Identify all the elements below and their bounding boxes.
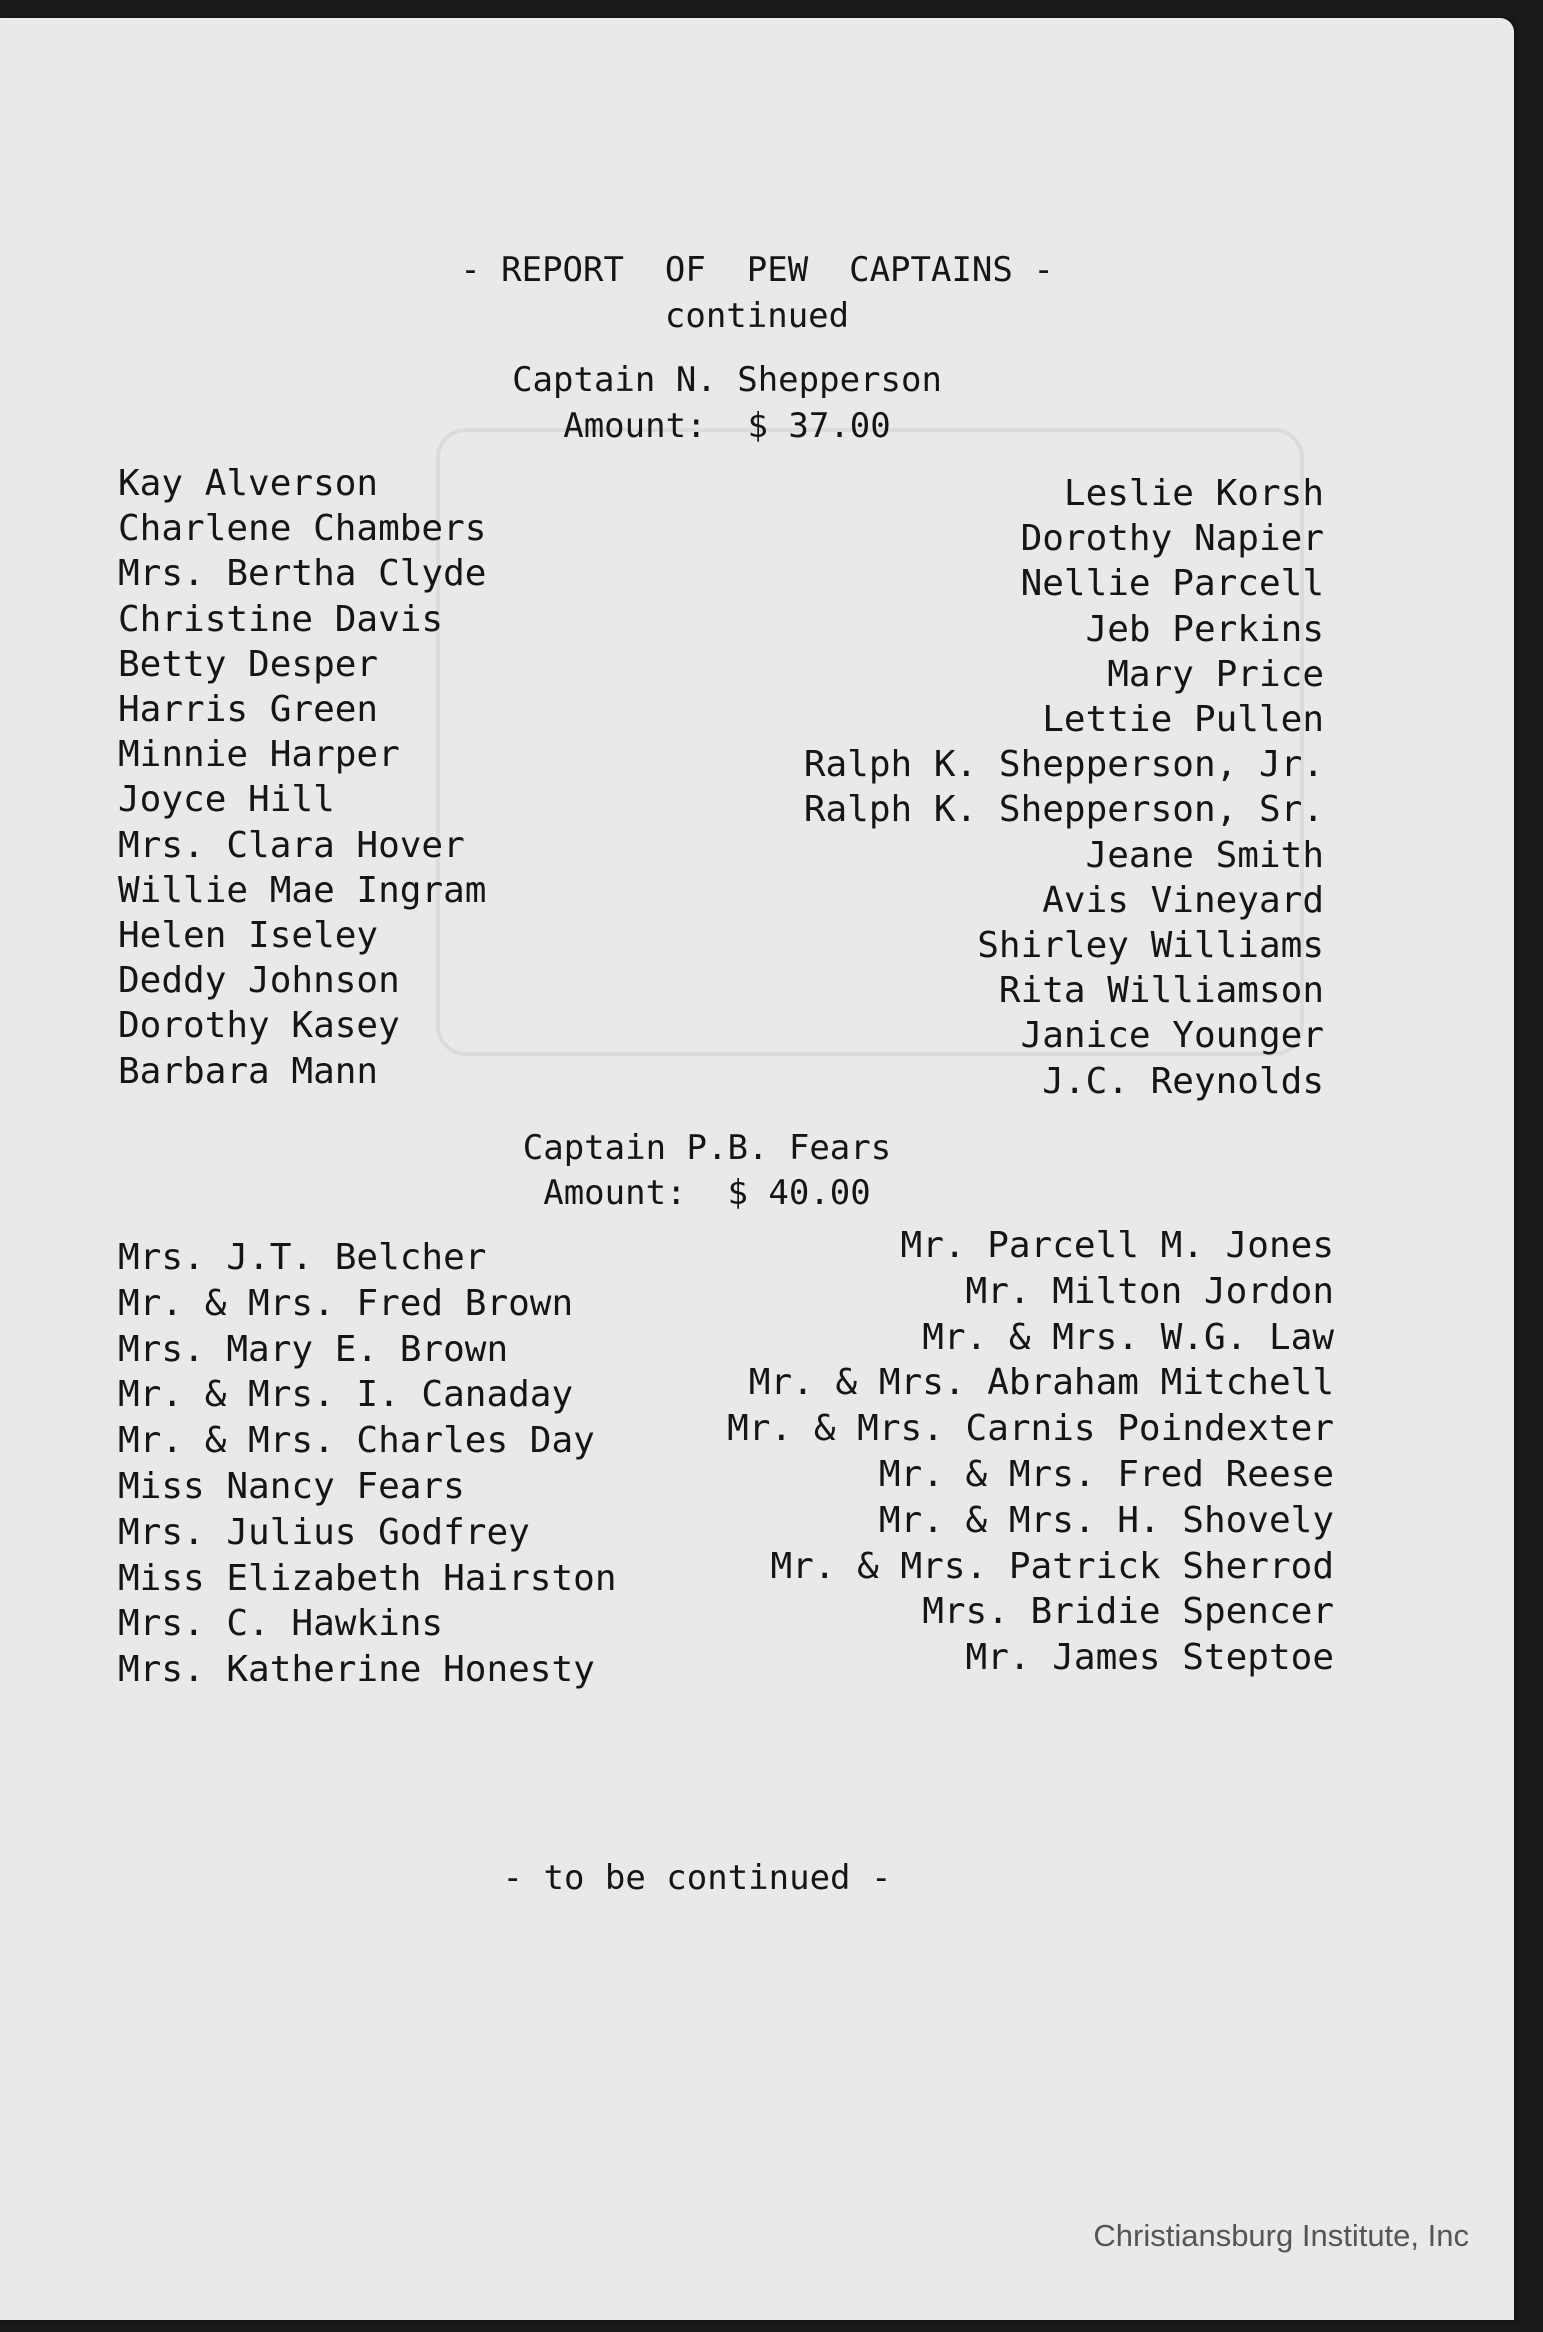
member-name: Willie Mae Ingram — [118, 869, 487, 911]
member-name: Mrs. Mary E. Brown — [118, 1328, 509, 1370]
member-name: Mr. & Mrs. Fred Reese — [878, 1454, 1334, 1495]
member-name: Avis Vineyard — [1042, 879, 1324, 921]
member-name: Mrs. C. Hawkins — [118, 1603, 444, 1645]
member-name: Ralph K. Shepperson, Jr. — [803, 744, 1324, 786]
member-name: Leslie Korsh — [1063, 473, 1324, 514]
member-name: Mrs. Katherine Honesty — [118, 1649, 595, 1691]
member-name: Mr. Milton Jordon — [965, 1270, 1334, 1312]
member-name: Mr. & Mrs. W.G. Law — [922, 1316, 1334, 1358]
member-name: Mrs. Julius Godfrey — [118, 1511, 530, 1553]
member-name: Mr. & Mrs. Charles Day — [118, 1420, 595, 1462]
member-name: Harris Green — [118, 689, 379, 730]
member-name: J.C. Reynolds — [1042, 1060, 1324, 1102]
member-name: Mary Price — [1107, 653, 1324, 695]
member-name: Janice Younger — [1020, 1015, 1324, 1057]
member-name: Mrs. Bertha Clyde — [118, 553, 487, 595]
member-name: Barbara Mann — [118, 1050, 379, 1092]
member-name: Lettie Pullen — [1042, 699, 1324, 740]
member-name: Mr. & Mrs. Carnis Poindexter — [727, 1408, 1334, 1450]
member-name: Betty Desper — [118, 643, 379, 685]
member-name: Mr. & Mrs. Patrick Sherrod — [770, 1545, 1334, 1587]
document-page — [0, 18, 1514, 2320]
member-name: Mr. & Mrs. Fred Brown — [118, 1282, 574, 1324]
member-name: Mr. & Mrs. H. Shovely — [878, 1499, 1334, 1541]
member-name: Dorothy Kasey — [118, 1005, 400, 1047]
member-name: Kay Alverson — [118, 463, 379, 504]
member-name: Jeane Smith — [1085, 834, 1324, 876]
member-name: Charlene Chambers — [118, 508, 487, 550]
member-name: Miss Elizabeth Hairston — [118, 1557, 617, 1599]
member-name: Mr. James Steptoe — [965, 1637, 1334, 1679]
report-title: - REPORT OF PEW CAPTAINS - — [460, 250, 1054, 290]
member-name: Mr. & Mrs. I. Canaday — [118, 1374, 574, 1416]
member-name: Shirley Williams — [977, 925, 1324, 966]
member-name: Joyce Hill — [118, 779, 335, 821]
captain-1-amount: Amount: $ 37.00 — [563, 406, 891, 446]
member-name: Christine Davis — [118, 598, 444, 640]
member-name: Miss Nancy Fears — [118, 1466, 465, 1507]
member-name: Mrs. Bridie Spencer — [922, 1591, 1334, 1633]
member-name: Mrs. J.T. Belcher — [118, 1237, 487, 1278]
member-name: Mr. & Mrs. Abraham Mitchell — [748, 1362, 1334, 1404]
member-name: Nellie Parcell — [1020, 563, 1324, 605]
captain-2-amount: Amount: $ 40.00 — [543, 1173, 871, 1213]
watermark: Christiansburg Institute, Inc — [1093, 2218, 1469, 2253]
captain-2-name: Captain P.B. Fears — [522, 1128, 892, 1168]
member-name: Rita Williamson — [998, 970, 1324, 1012]
to-be-continued: - to be continued - — [502, 1858, 892, 1898]
captain-1-name: Captain N. Shepperson — [512, 360, 942, 400]
member-name: Mr. Parcell M. Jones — [900, 1225, 1334, 1266]
member-name: Minnie Harper — [118, 734, 400, 776]
member-name: Jeb Perkins — [1085, 608, 1324, 650]
report-subtitle: continued — [664, 296, 850, 336]
member-name: Ralph K. Shepperson, Sr. — [803, 789, 1324, 831]
member-name: Mrs. Clara Hover — [118, 824, 465, 866]
member-name: Deddy Johnson — [118, 960, 400, 1002]
member-name: Dorothy Napier — [1020, 518, 1324, 560]
member-name: Helen Iseley — [118, 915, 379, 956]
